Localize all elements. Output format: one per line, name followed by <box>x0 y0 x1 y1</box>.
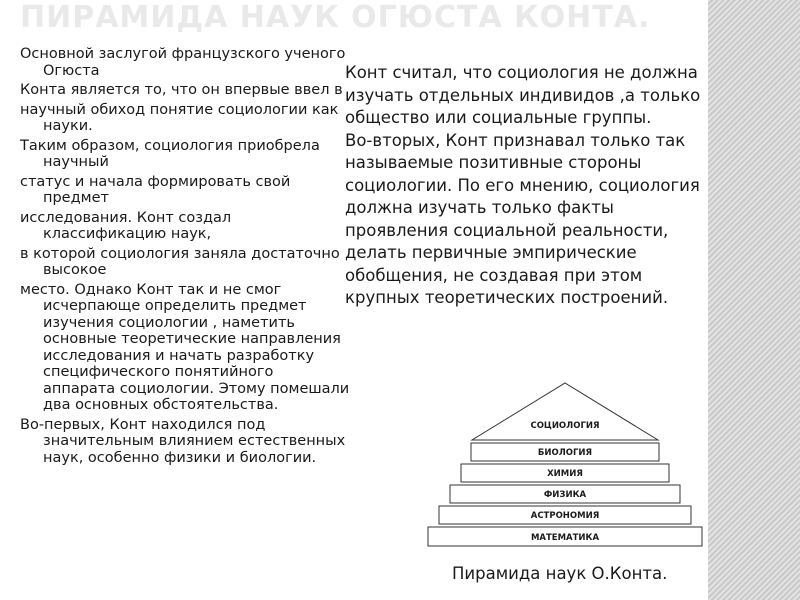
left-paragraph: Основной заслугой французского ученого Огюста <box>20 46 346 79</box>
right-text-column <box>345 62 705 310</box>
left-paragraph: место. Однако Конт так и не смог исчерпающе определить предмет изучения социологии , наметить основные теоретические направления исследования и начать разработку специфического понятийного аппарата социологии. Этому помешали два основных обстоятельства. <box>20 281 350 413</box>
pyramid-label-astronomy: АСТРОНОМИЯ <box>530 511 600 521</box>
left-paragraph: Во-первых, Конт находился под значительным влиянием естественных наук, особенно физики и биологии. <box>20 416 346 466</box>
left-paragraph: Конта является то, что он впервые ввел в <box>20 82 343 98</box>
left-paragraph: статус и начала формировать свой предмет <box>20 173 291 206</box>
left-paragraph: в которой социология заняла достаточно высокое <box>20 245 340 278</box>
left-text-column <box>20 46 350 469</box>
pyramid-label-physics: ФИЗИКА <box>543 490 587 500</box>
left-paragraph: научный обиход понятие социологии как науки. <box>20 101 339 134</box>
right-paragraph: Во-вторых, Конт признавал только так называемые позитивные стороны социологии. По его мнению, социология должна изучать только факты проявления социальной реальности, делать первичные эмпирические обобщения, не создавая при этом крупных теоретических построений. <box>345 130 700 307</box>
pyramid-label-chemistry: ХИМИЯ <box>547 469 583 479</box>
right-paragraph: Конт считал, что социология не должна изучать отдельных индивидов ,а только общество или социальные группы. <box>345 63 701 127</box>
decorative-side-stripe <box>708 0 800 600</box>
pyramid-caption: Пирамида наук О.Конта. <box>452 564 668 583</box>
left-paragraph: исследования. Конт создал классификацию наук, <box>20 209 232 242</box>
pyramid-label-mathematics: МАТЕМАТИКА <box>530 533 600 543</box>
pyramid-label-sociology: СОЦИОЛОГИЯ <box>530 421 600 431</box>
science-pyramid-diagram <box>425 378 705 553</box>
slide-title: ПИРАМИДА НАУК ОГЮСТА КОНТА. <box>20 0 651 35</box>
pyramid-apex-tier <box>472 383 658 440</box>
left-paragraph: Таким образом, социология приобрела научный <box>20 137 320 170</box>
pyramid-label-biology: БИОЛОГИЯ <box>537 448 593 458</box>
